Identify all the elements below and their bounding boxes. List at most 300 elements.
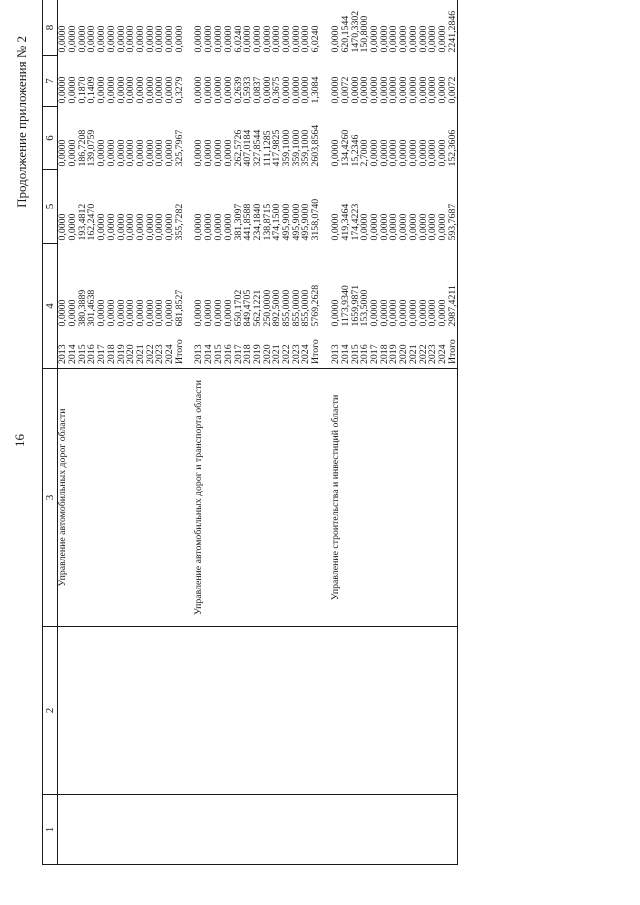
cell-col-1 xyxy=(155,795,165,865)
table-row xyxy=(360,0,370,865)
cell-col-1 xyxy=(165,795,175,865)
value-col-6: 2603,8564 xyxy=(310,124,322,167)
cell-col-3 xyxy=(292,369,302,627)
value-col-6: 0,0000 xyxy=(329,139,341,167)
value-col-5: 0,0000 xyxy=(144,213,156,241)
table-row xyxy=(428,0,438,865)
value-col-6: 359,1000 xyxy=(281,129,293,167)
year-label: 2023 xyxy=(155,330,165,369)
cell-col-1 xyxy=(438,795,448,865)
value-col-6: 0,0000 xyxy=(125,139,137,167)
table-row xyxy=(351,0,361,865)
cell-col-2 xyxy=(107,627,117,795)
value-col-4: 0,0000 xyxy=(388,299,400,327)
cell-col-1 xyxy=(292,795,302,865)
year-label: 2014 xyxy=(204,330,214,369)
table-row xyxy=(409,0,419,865)
cell-col-3 xyxy=(360,369,370,627)
value-col-7: 0,0000 xyxy=(213,76,225,104)
value-col-4: 0,0000 xyxy=(222,299,234,327)
value-col-6: 134,4260 xyxy=(339,129,351,167)
value-col-4: 0,0000 xyxy=(134,299,146,327)
org-name: Управление строительства и инвестиций области xyxy=(331,369,341,627)
value-col-6: 0,0000 xyxy=(105,139,117,167)
value-col-5: 0,0000 xyxy=(398,213,410,241)
value-col-5: 138,8715 xyxy=(261,203,273,241)
value-col-5: 0,0000 xyxy=(407,213,419,241)
value-col-4: 380,3889 xyxy=(76,289,88,327)
cell-col-2 xyxy=(146,627,156,795)
cell-col-1 xyxy=(68,795,78,865)
value-col-8: 2241,2846 xyxy=(448,0,458,56)
year-label: 2013 xyxy=(331,330,341,369)
cell-col-2 xyxy=(214,627,224,795)
cell-col-3 xyxy=(263,369,273,627)
value-col-5: 193,4812 xyxy=(76,203,88,241)
budget-table xyxy=(42,0,458,865)
cell-col-2 xyxy=(224,627,234,795)
year-label: 2024 xyxy=(165,330,175,369)
value-col-5: 0,0000 xyxy=(67,213,78,241)
value-col-4: 0,0000 xyxy=(57,299,68,327)
cell-col-2 xyxy=(68,627,78,795)
value-col-4: 892,5000 xyxy=(271,289,283,327)
col-header-6: 6 xyxy=(43,107,58,170)
cell-col-3 xyxy=(351,369,361,627)
cell-col-1 xyxy=(301,795,311,865)
cell-col-3 xyxy=(87,369,97,627)
cell-col-2 xyxy=(126,627,136,795)
org-name: Управление автомобильных дорог и транспорта области xyxy=(194,369,204,627)
value-col-7: 0,1409 xyxy=(86,76,98,104)
value-col-4: 0,0000 xyxy=(105,299,117,327)
value-col-7: 0,0000 xyxy=(427,76,439,104)
year-label: 2022 xyxy=(419,330,429,369)
value-col-7: 0,0000 xyxy=(261,76,273,104)
value-col-5: 0,0000 xyxy=(213,213,225,241)
cell-col-2 xyxy=(97,627,107,795)
year-label: 2013 xyxy=(58,330,69,369)
value-col-8: 6,0240 xyxy=(234,0,244,56)
col-header-4: 4 xyxy=(43,244,58,369)
value-col-7: 0,0000 xyxy=(329,76,341,104)
value-col-4: 855,0000 xyxy=(281,289,293,327)
value-col-5: 0,0000 xyxy=(388,213,400,241)
cell-col-3 xyxy=(282,369,292,627)
value-col-7: 0,0000 xyxy=(193,76,205,104)
value-col-6: 262,5726 xyxy=(232,129,244,167)
year-label: 2022 xyxy=(282,330,292,369)
value-col-5: 495,9000 xyxy=(290,203,302,241)
year-label: 2019 xyxy=(253,330,263,369)
cell-col-1 xyxy=(263,795,273,865)
value-col-7: 0,0000 xyxy=(144,76,156,104)
cell-col-3 xyxy=(155,369,165,627)
value-col-6: 359,1000 xyxy=(300,129,312,167)
value-col-8: 6,0240 xyxy=(311,0,321,56)
value-col-6: 0,0000 xyxy=(115,139,127,167)
cell-col-1 xyxy=(194,795,204,865)
cell-col-2 xyxy=(351,627,361,795)
cell-col-3 xyxy=(409,369,419,627)
cell-col-3 xyxy=(243,369,253,627)
page-number: 16 xyxy=(12,434,27,447)
value-col-8: 0,0000 xyxy=(428,0,438,56)
value-col-5: 174,4223 xyxy=(349,203,361,241)
table-row xyxy=(194,0,204,865)
value-col-8: 0,0000 xyxy=(331,0,341,56)
cell-col-1 xyxy=(97,795,107,865)
table-body xyxy=(58,0,458,865)
value-col-8: 0,0000 xyxy=(399,0,409,56)
cell-col-1 xyxy=(224,795,234,865)
value-col-5: 0,0000 xyxy=(134,213,146,241)
value-col-7: 0,0000 xyxy=(125,76,137,104)
org-name: Управление автомобильных дорог области xyxy=(58,369,69,627)
value-col-5: 0,0000 xyxy=(164,213,176,241)
value-col-7: 0,0000 xyxy=(105,76,117,104)
cell-col-2 xyxy=(292,627,302,795)
cell-col-1 xyxy=(253,795,263,865)
value-col-4: 0,0000 xyxy=(427,299,439,327)
year-label: 2022 xyxy=(146,330,156,369)
year-label: 2018 xyxy=(107,330,117,369)
cell-col-3 xyxy=(97,369,107,627)
cell-col-1 xyxy=(331,795,341,865)
value-col-8: 0,0000 xyxy=(87,0,97,56)
year-label: 2018 xyxy=(380,330,390,369)
cell-col-1 xyxy=(419,795,429,865)
value-col-8: 0,0000 xyxy=(175,0,185,56)
year-label: 2020 xyxy=(126,330,136,369)
value-col-6: 0,0000 xyxy=(436,139,448,167)
cell-col-2 xyxy=(399,627,409,795)
table-row xyxy=(146,0,156,865)
value-col-7: 0,0000 xyxy=(359,76,371,104)
value-col-5: 441,8588 xyxy=(242,203,254,241)
year-label: Итого xyxy=(311,330,321,369)
value-col-6: 111,1285 xyxy=(261,130,273,167)
cell-col-1 xyxy=(351,795,361,865)
value-col-6: 0,0000 xyxy=(57,139,68,167)
value-col-5: 381,3097 xyxy=(232,203,244,241)
cell-col-2 xyxy=(194,627,204,795)
value-col-8: 0,0000 xyxy=(438,0,448,56)
value-col-6: 0,0000 xyxy=(96,139,108,167)
value-col-4: 0,0000 xyxy=(329,299,341,327)
table-row xyxy=(136,0,146,865)
value-col-5: 0,0000 xyxy=(154,213,166,241)
table-row xyxy=(448,0,458,865)
cell-col-3 xyxy=(428,369,438,627)
value-col-8: 0,0000 xyxy=(117,0,127,56)
value-col-4: 0,0000 xyxy=(125,299,137,327)
value-col-7: 0,3675 xyxy=(271,76,283,104)
cell-col-3 xyxy=(204,369,214,627)
year-label: 2015 xyxy=(78,330,88,369)
value-col-7: 0,0000 xyxy=(398,76,410,104)
year-label: Итого xyxy=(175,330,185,369)
value-col-6: 0,0000 xyxy=(203,139,215,167)
value-col-8: 0,0000 xyxy=(243,0,253,56)
value-col-4: 2987,4211 xyxy=(448,244,458,330)
value-col-6: 325,7967 xyxy=(173,129,185,167)
cell-col-3 xyxy=(399,369,409,627)
value-col-4: 681,8527 xyxy=(173,289,185,327)
value-col-7: 0,0837 xyxy=(251,76,263,104)
value-col-6: 15,2346 xyxy=(349,134,361,167)
year-label: 2017 xyxy=(370,330,380,369)
value-col-6: 0,0000 xyxy=(213,139,225,167)
cell-col-1 xyxy=(214,795,224,865)
value-col-8: 0,0000 xyxy=(292,0,302,56)
value-col-6: 417,9825 xyxy=(271,129,283,167)
year-label: 2016 xyxy=(87,330,97,369)
value-col-4: 301,4638 xyxy=(86,289,98,327)
cell-col-2 xyxy=(87,627,97,795)
value-col-7: 0,0072 xyxy=(339,76,351,104)
col-header-2: 2 xyxy=(43,627,58,795)
value-col-7: 0,0000 xyxy=(96,76,108,104)
value-col-4: 0,0000 xyxy=(115,299,127,327)
value-col-7: 0,0000 xyxy=(368,76,380,104)
value-col-8: 0,0000 xyxy=(136,0,146,56)
value-col-7: 0,0000 xyxy=(349,76,361,104)
value-col-8: 0,0000 xyxy=(155,0,165,56)
value-col-5: 0,0000 xyxy=(105,213,117,241)
cell-col-3 xyxy=(165,369,175,627)
table-row xyxy=(204,0,214,865)
value-col-4: 650,1702 xyxy=(232,289,244,327)
year-label: Итого xyxy=(448,330,458,369)
value-col-7: 0,0000 xyxy=(203,76,215,104)
value-col-8: 0,0000 xyxy=(370,0,380,56)
year-label: 2015 xyxy=(214,330,224,369)
cell-col-1 xyxy=(117,795,127,865)
value-col-6: 0,0000 xyxy=(164,139,176,167)
cell-col-1 xyxy=(146,795,156,865)
year-label: 2020 xyxy=(263,330,273,369)
value-col-7: 0,2639 xyxy=(232,76,244,104)
value-col-6: 152,3606 xyxy=(448,107,458,170)
column-number-row xyxy=(43,0,58,865)
cell-col-1 xyxy=(272,795,282,865)
value-col-6: 0,0000 xyxy=(134,139,146,167)
table-row xyxy=(97,0,107,865)
value-col-8: 0,0000 xyxy=(224,0,234,56)
value-col-6: 2,7000 xyxy=(359,139,371,167)
value-col-4: 0,0000 xyxy=(417,299,429,327)
cell-col-1 xyxy=(58,795,69,865)
cell-col-1 xyxy=(107,795,117,865)
table-row xyxy=(311,0,321,865)
value-col-8: 150,8000 xyxy=(360,0,370,56)
table-row xyxy=(175,0,185,865)
value-col-8: 0,0000 xyxy=(165,0,175,56)
table-row xyxy=(370,0,380,865)
value-col-7: 0,0000 xyxy=(290,76,302,104)
value-col-8: 0,0000 xyxy=(126,0,136,56)
value-col-4: 0,0000 xyxy=(398,299,410,327)
cell-col-1 xyxy=(126,795,136,865)
value-col-6: 0,0000 xyxy=(398,139,410,167)
col-header-5: 5 xyxy=(43,170,58,244)
value-col-5: 474,1500 xyxy=(271,203,283,241)
value-col-4: 0,0000 xyxy=(213,299,225,327)
value-col-8: 0,0000 xyxy=(107,0,117,56)
value-col-8: 0,0000 xyxy=(389,0,399,56)
value-col-5: 0,0000 xyxy=(193,213,205,241)
value-col-8: 0,0000 xyxy=(214,0,224,56)
value-col-8: 0,0000 xyxy=(419,0,429,56)
value-col-5: 0,0000 xyxy=(125,213,137,241)
value-col-8: 0,0000 xyxy=(253,0,263,56)
cell-col-2 xyxy=(370,627,380,795)
cell-col-2 xyxy=(165,627,175,795)
table-row xyxy=(214,0,224,865)
value-col-7: 0,0000 xyxy=(378,76,390,104)
value-col-7: 1,3084 xyxy=(310,76,322,104)
cell-col-3 xyxy=(126,369,136,627)
year-label: 2024 xyxy=(301,330,311,369)
cell-col-2 xyxy=(448,627,458,795)
cell-col-1 xyxy=(389,795,399,865)
value-col-4: 0,0000 xyxy=(96,299,108,327)
value-col-7: 0,0000 xyxy=(407,76,419,104)
value-col-4: 250,0000 xyxy=(261,289,273,327)
cell-col-2 xyxy=(311,627,321,795)
cell-col-1 xyxy=(399,795,409,865)
value-col-7: 0,0000 xyxy=(417,76,429,104)
cell-col-3 xyxy=(419,369,429,627)
cell-col-2 xyxy=(389,627,399,795)
value-col-6: 0,0000 xyxy=(222,139,234,167)
value-col-7: 0,0000 xyxy=(164,76,176,104)
cell-col-3 xyxy=(146,369,156,627)
cell-col-2 xyxy=(263,627,273,795)
cell-col-3 xyxy=(107,369,117,627)
cell-col-1 xyxy=(370,795,380,865)
value-col-4: 0,0000 xyxy=(164,299,176,327)
value-col-8: 1470,3302 xyxy=(351,0,361,56)
value-col-6: 0,0000 xyxy=(154,139,166,167)
value-col-7: 0,0000 xyxy=(134,76,146,104)
cell-col-3 xyxy=(136,369,146,627)
value-col-7: 0,1870 xyxy=(76,76,88,104)
value-col-5: 355,7282 xyxy=(173,203,185,241)
cell-col-3 xyxy=(234,369,244,627)
cell-col-2 xyxy=(117,627,127,795)
cell-col-3 xyxy=(448,369,458,627)
cell-col-2 xyxy=(155,627,165,795)
cell-col-3 xyxy=(380,369,390,627)
value-col-4: 855,0000 xyxy=(290,289,302,327)
value-col-5: 0,0000 xyxy=(329,213,341,241)
cell-col-1 xyxy=(87,795,97,865)
value-col-4: 153,5000 xyxy=(359,289,371,327)
value-col-7: 0,0072 xyxy=(448,56,458,107)
col-header-7: 7 xyxy=(43,56,58,107)
value-col-8: 0,0000 xyxy=(272,0,282,56)
cell-col-3 xyxy=(272,369,282,627)
value-col-5: 0,0000 xyxy=(417,213,429,241)
value-col-4: 849,4705 xyxy=(242,289,254,327)
cell-col-3 xyxy=(224,369,234,627)
cell-col-1 xyxy=(448,795,458,865)
value-col-6: 0,0000 xyxy=(378,139,390,167)
col-header-3: 3 xyxy=(43,369,58,627)
year-label: 2014 xyxy=(68,330,78,369)
cell-col-2 xyxy=(272,627,282,795)
value-col-5: 0,0000 xyxy=(57,213,68,241)
year-label: 2015 xyxy=(351,330,361,369)
value-col-5: 593,7687 xyxy=(448,170,458,244)
value-col-6: 0,0000 xyxy=(388,139,400,167)
value-col-4: 0,0000 xyxy=(203,299,215,327)
value-col-5: 0,0000 xyxy=(222,213,234,241)
year-label: 2014 xyxy=(341,330,351,369)
value-col-5: 495,9000 xyxy=(300,203,312,241)
value-col-5: 0,0000 xyxy=(115,213,127,241)
cell-col-2 xyxy=(234,627,244,795)
value-col-7: 0,0000 xyxy=(281,76,293,104)
year-label: 2017 xyxy=(234,330,244,369)
year-label: 2019 xyxy=(117,330,127,369)
cell-col-2 xyxy=(243,627,253,795)
value-col-5: 419,3464 xyxy=(339,203,351,241)
cell-col-2 xyxy=(301,627,311,795)
value-col-5: 0,0000 xyxy=(378,213,390,241)
cell-col-2 xyxy=(419,627,429,795)
value-col-6: 0,0000 xyxy=(368,139,380,167)
cell-col-3 xyxy=(78,369,88,627)
value-col-5: 234,1840 xyxy=(251,203,263,241)
value-col-4: 562,1221 xyxy=(251,289,263,327)
cell-col-1 xyxy=(360,795,370,865)
cell-col-2 xyxy=(438,627,448,795)
value-col-6: 0,0000 xyxy=(67,139,78,167)
cell-col-1 xyxy=(78,795,88,865)
cell-col-3 xyxy=(214,369,224,627)
cell-col-2 xyxy=(409,627,419,795)
value-col-8: 0,0000 xyxy=(301,0,311,56)
value-col-6: 407,0184 xyxy=(242,129,254,167)
cell-col-1 xyxy=(204,795,214,865)
cell-col-3 xyxy=(389,369,399,627)
cell-col-1 xyxy=(234,795,244,865)
cell-col-1 xyxy=(282,795,292,865)
table-row xyxy=(87,0,97,865)
value-col-5: 0,0000 xyxy=(359,213,371,241)
value-col-5: 0,0000 xyxy=(368,213,380,241)
year-label: 2024 xyxy=(438,330,448,369)
value-col-7: 0,0000 xyxy=(388,76,400,104)
continuation-heading: Продолжение приложения № 2 xyxy=(14,36,29,208)
value-col-8: 0,0000 xyxy=(68,0,78,56)
cell-col-1 xyxy=(311,795,321,865)
value-col-7: 0,0000 xyxy=(222,76,234,104)
value-col-4: 0,0000 xyxy=(193,299,205,327)
year-label: 2020 xyxy=(399,330,409,369)
cell-col-3 xyxy=(341,369,351,627)
value-col-8: 0,0000 xyxy=(58,0,69,56)
value-col-5: 3158,0740 xyxy=(310,198,322,241)
cell-col-2 xyxy=(136,627,146,795)
value-col-6: 186,7208 xyxy=(76,129,88,167)
cell-col-2 xyxy=(341,627,351,795)
cell-col-3 xyxy=(175,369,185,627)
value-col-4: 0,0000 xyxy=(407,299,419,327)
